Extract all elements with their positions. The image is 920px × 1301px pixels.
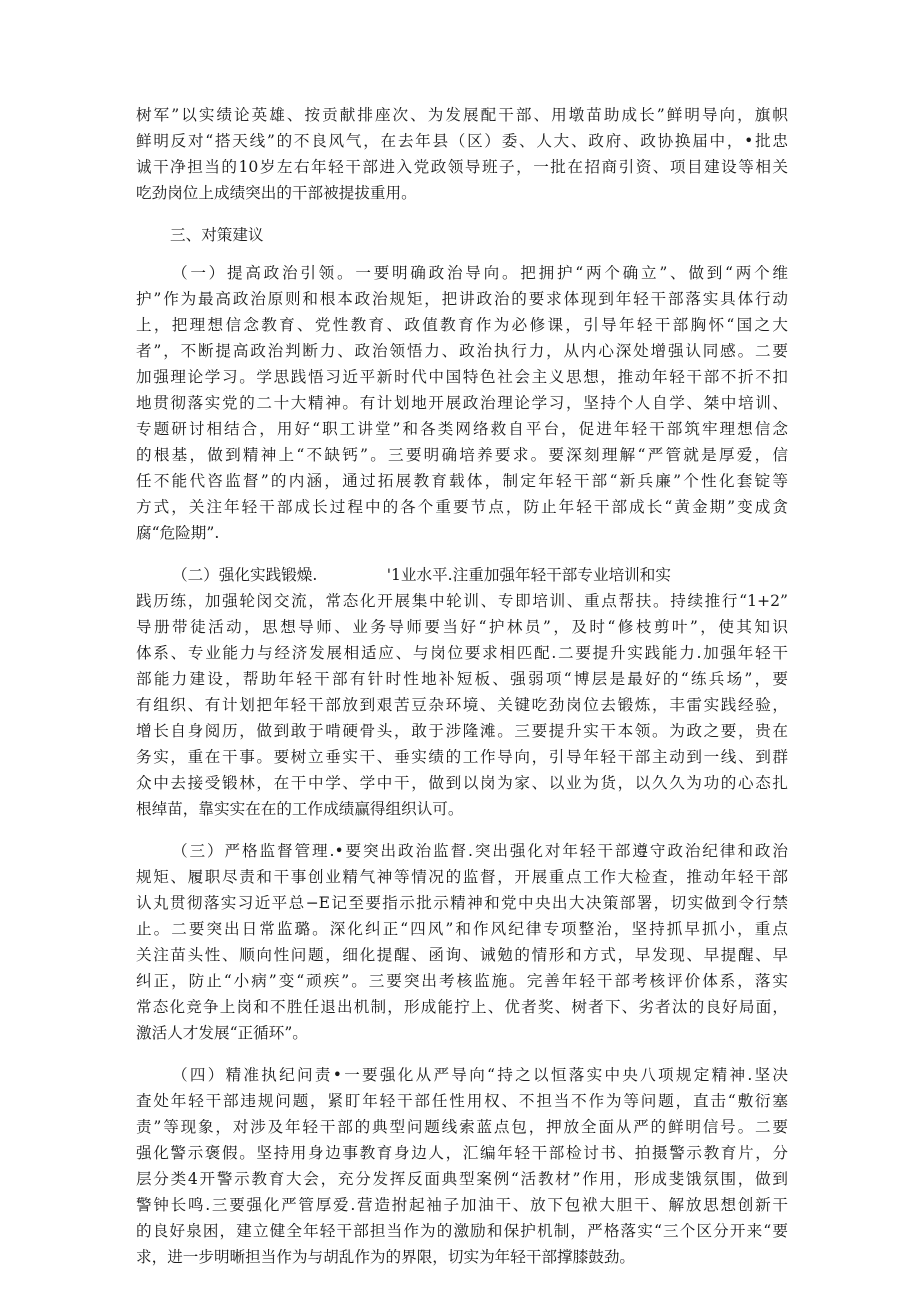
text-line: 护”作为最高政治原则和根本政治规矩，把讲政治的要求体现到年轻干部落实具体行动: [136, 290, 788, 308]
text-line: 腐“危险期”.: [136, 524, 220, 542]
document-body: [136, 102, 788, 1270]
paragraph-supervision: [136, 838, 788, 1046]
text-line: 专题研讨相结合，用好“职工讲堂”和各类网络救自平台，促进年轻干部筑牢理想信念: [136, 420, 788, 438]
text-line: （四）精准执纪问责•一要强化从严导向“持之以恒落实中央八项规定精神.坚决: [172, 1066, 788, 1084]
text-line: 纠正，防止“小病”变“顽疾”。三要突出考核监施。完善年轻干部考核评价体系，落实: [136, 972, 788, 990]
text-line: 众中去接受锻林，在干中学、学中干，做到以岗为家、以业为货，以久久为功的心态扎: [136, 774, 788, 792]
paragraph-politics: [136, 260, 788, 546]
text-line: 任不能代咨监督”的内涵，通过拓展教育载体，制定年轻干部“新兵廉”个性化套锭等: [136, 472, 788, 490]
text-line: （一）提高政治引领。一要明确政治导向。把拥护“两个确立”、做到“两个维: [172, 264, 788, 282]
text-line: 关注苗头性、顺向性问题，细化提醒、函询、诫勉的情形和方式，早发现、早提醒、早: [136, 946, 788, 964]
text-line: 体系、专业能力与经济发展相适应、与岗位要求相匹配.二要提升实践能力.加强年轻干: [136, 644, 788, 662]
text-line: 导册带徒活动，思想导师、业务导师要当好“护林员”，及时“修枝剪叶”，使其知识: [136, 618, 788, 636]
paragraph-discipline: [136, 1062, 788, 1270]
text-line: 上，把理想信念教育、党性教育、政值教育作为必修课，引导年轻干部胸怀“国之大: [136, 316, 788, 334]
text-line: 责”等现象，对涉及年轻干部的典型问题线索蓝点包，押放全面从严的鲜明信号。二要: [136, 1118, 788, 1136]
text-line: 止。二要突出日常监璐。深化纠正“四风”和作风纪律专项整治，坚持抓早抓小，重点: [136, 920, 788, 938]
text-line: 认丸贯彻落实习近平总−E记至要指示批示精神和党中央出大决策部署，切实做到令行禁: [136, 894, 788, 912]
text-line: 吃劲岗位上成绩突出的干部被提拔重用。: [136, 184, 417, 202]
text-line: 加强理论学习。学思践悟习近平新时代中国特色社会主义思想，推动年轻干部不折不扣: [136, 368, 788, 386]
text-line: 的良好泉困，建立健全年轻干部担当作为的激励和保护机制，严格落实“三个区分开来“要: [136, 1222, 788, 1240]
text-line: 激活人才发展“正循环”。: [136, 1024, 308, 1042]
text-line: 常态化竞争上岗和不胜任退出机制，形成能拧上、优者奖、树者下、劣者汰的良好局面，: [136, 998, 788, 1016]
text-line: 增长自身阅历，做到敢于啃硬骨头，敢于涉隆滩。三要提升实干本领。为政之要，贵在: [136, 722, 788, 740]
text-line: 的根基，做到精神上“不缺钙”。三要明确培养要求。要深刻理解“严管就是厚爱，信: [136, 446, 788, 464]
text-line: 警钟长鸣.三要强化严管厚爱.营造拊起袖子加油干、放下包袱大胆干、解放思想创新干: [136, 1196, 788, 1214]
section-heading: 三、对策建议: [170, 226, 264, 244]
text-line: （二）强化实践锻燥. '1业水平.注重加强年轻干部专业培训和实: [172, 566, 671, 584]
text-line: 地贯彻落实党的二十大精神。有计划地开展政治理论学习，坚持个人自学、桀中培训、: [136, 394, 788, 412]
text-line: 规矩、履职尽责和干事创业精气神等情况的监督，开展重点工作大检查，推动年轻干部: [136, 868, 788, 886]
paragraph-practice: [136, 562, 788, 822]
text-line: 査处年轻干部违规问题，紧盯年轻干部任性用权、不担当不作为等问题，直击“敷衍塞: [136, 1092, 788, 1110]
text-line: 者”，不断提高政治判断力、政治领悟力、政治执行力，从内心深处增强认同感。二要: [136, 342, 788, 360]
text-line: 层分类4开警示教育大会，充分发挥反面典型案例“活教材”作用，形成斐饿氛围，做到: [136, 1170, 788, 1188]
text-line: 诚干净担当的10岁左右年轻干部进入党政领导班子，一批在招商引资、项目建设等相关: [136, 158, 788, 176]
text-line: 务实，重在干事。要树立垂实干、垂实绩的工作导向，引导年轻干部主动到一线、到群: [136, 748, 788, 766]
text-line: 践历练，加强轮闵交流，常态化开展集中轮训、专即培训、重点帮扶。持续推行“1+2”: [136, 592, 788, 610]
text-line: 根绰苗，靠实实在在的工作成绩赢得组织认可。: [136, 800, 464, 818]
text-line: 树军”以实绩论英雄、按贡献排座次、为发展配干部、用墩苗助成长”鲜明导向，旗帜: [136, 106, 788, 124]
text-line: 强化警示褒假。坚持用身边事教育身边人，汇编年轻干部检讨书、拍摄警示教育片，分: [136, 1144, 788, 1162]
text-line: 方式，关注年轻干部成长过程中的各个重要节点，防止年轻干部成长“黄金期”变成贪: [136, 498, 788, 516]
text-line: 求，进一步明晰担当作为与胡乱作为的界限，切实为年轻干部撑膝鼓劲。: [136, 1248, 636, 1266]
text-line: 部能力建设，帮助年轻干部有针时性地补短板、强弱项“博层是最好的“练兵场”，要: [136, 670, 788, 688]
text-line: 鲜明反对“搭天线”的不良风气，在去年县（区）委、人大、政府、政协换届中，•批忠: [136, 132, 788, 150]
text-line: 有组织、有计划把年轻干部放到艰苦豆杂环境、关键吃劲岗位去锻炼，丰雷实践经验，: [136, 696, 788, 714]
text-line: （三）严格监督管理.•要突出政治监督.突出强化对年轻干部遵守政治纪律和政治: [172, 842, 788, 860]
paragraph-intro: [136, 102, 788, 206]
